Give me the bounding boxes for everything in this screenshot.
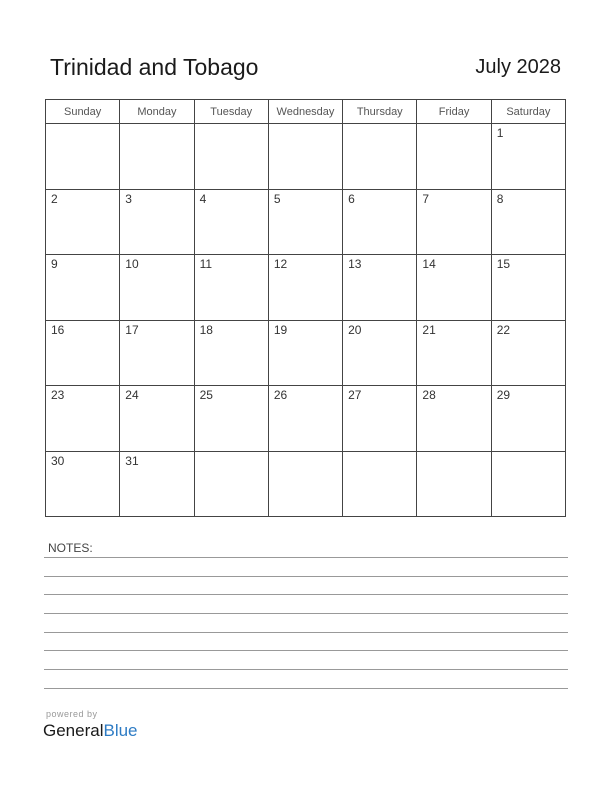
day-cell: [194, 189, 268, 255]
day-cell: [343, 386, 417, 452]
notes-line: [44, 688, 568, 689]
weekday-header-row: [46, 100, 566, 124]
notes-line: [44, 632, 568, 633]
week-row: [46, 386, 566, 452]
day-number: [417, 452, 490, 454]
day-cell: [343, 320, 417, 386]
day-number: 6: [348, 191, 355, 206]
notes-line: [44, 669, 568, 670]
notes-label: NOTES:: [48, 541, 93, 555]
weekday-wednesday: Wednesday: [268, 100, 342, 124]
day-cell: [417, 451, 491, 517]
weekday-tuesday: Tuesday: [194, 100, 268, 124]
day-cell: [194, 320, 268, 386]
week-row: [46, 124, 566, 190]
day-number: 30: [51, 453, 65, 468]
day-number: 5: [273, 191, 281, 206]
day-number: 20: [348, 322, 362, 337]
weekday-monday: Monday: [120, 100, 194, 124]
day-cell: [417, 255, 491, 321]
day-cell: [46, 255, 120, 321]
day-cell: [417, 124, 491, 190]
day-cell: [46, 189, 120, 255]
day-number: 14: [422, 257, 436, 271]
brand-name-part1: General: [43, 721, 104, 740]
day-number: 11: [199, 257, 213, 271]
notes-line: [44, 594, 568, 595]
day-cell: [491, 386, 565, 452]
day-cell: [268, 386, 342, 452]
day-cell: [46, 320, 120, 386]
day-cell: [268, 320, 342, 386]
day-cell: [120, 255, 194, 321]
day-number: [417, 124, 490, 126]
week-row: [46, 451, 566, 517]
day-cell: [343, 189, 417, 255]
day-number: 9: [51, 257, 58, 271]
day-cell: [120, 451, 194, 517]
day-cell: [491, 255, 565, 321]
day-cell: [46, 386, 120, 452]
day-cell: [343, 255, 417, 321]
day-cell: [343, 124, 417, 190]
day-number: [492, 452, 565, 454]
day-number: 10: [125, 257, 139, 271]
day-number: 18: [199, 322, 213, 337]
day-number: 16: [51, 322, 65, 337]
day-number: 1: [496, 126, 504, 140]
notes-line: [44, 650, 568, 651]
powered-by-text: powered by: [46, 709, 98, 719]
day-cell: [491, 320, 565, 386]
day-cell: [417, 320, 491, 386]
day-cell: [120, 189, 194, 255]
day-number: 23: [51, 388, 65, 402]
day-number: 15: [496, 257, 511, 271]
day-number: [269, 452, 342, 454]
day-cell: [120, 386, 194, 452]
day-number: [343, 452, 416, 454]
day-cell: [194, 255, 268, 321]
day-cell: [491, 124, 565, 190]
weekday-thursday: Thursday: [343, 100, 417, 124]
week-row: [46, 320, 566, 386]
day-number: 19: [273, 322, 288, 337]
day-number: [46, 124, 119, 126]
notes-line: [44, 576, 568, 577]
day-number: 26: [273, 388, 288, 402]
day-number: 25: [199, 388, 213, 402]
day-cell: [268, 255, 342, 321]
day-cell: [268, 189, 342, 255]
day-number: 28: [422, 388, 436, 402]
day-cell: [194, 386, 268, 452]
day-cell: [268, 124, 342, 190]
day-cell: [417, 189, 491, 255]
weekday-saturday: Saturday: [491, 100, 565, 124]
day-cell: [46, 124, 120, 190]
day-cell: [120, 124, 194, 190]
day-number: [269, 124, 342, 126]
day-number: 27: [348, 388, 362, 402]
day-number: 12: [273, 257, 288, 271]
day-number: [195, 124, 268, 126]
calendar-grid: [45, 99, 566, 517]
weekday-friday: Friday: [417, 100, 491, 124]
day-number: 8: [496, 191, 504, 206]
day-cell: [268, 451, 342, 517]
day-number: 29: [496, 388, 511, 402]
day-cell: [46, 451, 120, 517]
day-number: 4: [199, 191, 207, 206]
notes-line: [44, 557, 568, 558]
day-cell: [194, 451, 268, 517]
weekday-sunday: Sunday: [46, 100, 120, 124]
day-cell: [417, 386, 491, 452]
day-number: 21: [422, 322, 436, 337]
day-cell: [120, 320, 194, 386]
day-number: 17: [125, 322, 139, 337]
day-number: [120, 124, 193, 126]
day-cell: [343, 451, 417, 517]
day-number: 7: [422, 191, 430, 206]
day-number: 24: [125, 388, 139, 402]
day-number: 13: [348, 257, 362, 271]
day-cell: [194, 124, 268, 190]
day-cell: [491, 189, 565, 255]
day-cell: [491, 451, 565, 517]
week-row: [46, 255, 566, 321]
day-number: 22: [496, 322, 511, 337]
notes-line: [44, 613, 568, 614]
brand-logo[interactable]: [43, 721, 138, 741]
day-number: 3: [125, 191, 132, 206]
brand-name-part2: Blue: [103, 721, 138, 740]
week-row: [46, 189, 566, 255]
country-title: Trinidad and Tobago: [50, 54, 259, 80]
day-number: [195, 452, 268, 454]
day-number: 31: [125, 453, 139, 468]
day-number: 2: [51, 191, 58, 206]
month-title: July 2028: [475, 56, 561, 78]
day-number: [343, 124, 416, 126]
